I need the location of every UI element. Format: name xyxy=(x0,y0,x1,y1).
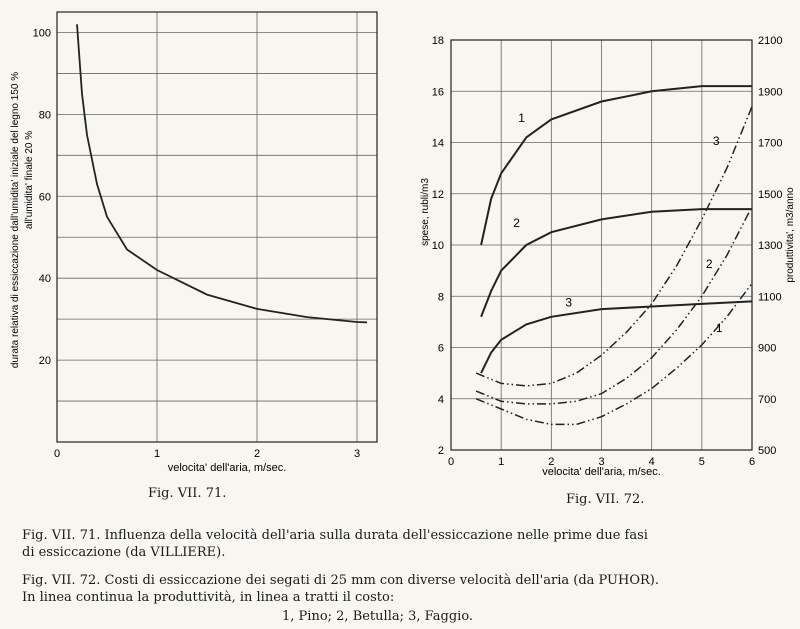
y-right-tick-label: 900 xyxy=(758,342,777,355)
fig72-caption-line1: Fig. VII. 72. Costi di essiccazione dei segati di 25 mm con diverse velocità dell'aria (da PUHOR). xyxy=(22,573,659,588)
y-left-tick-label: 2 xyxy=(437,445,444,457)
y-left-axis-label: spese, rubli/m3 xyxy=(420,178,431,246)
fig71-caption-line2: di essiccazione (da VILLIERE). xyxy=(22,545,226,560)
y-left-tick-label: 14 xyxy=(431,137,444,150)
y-right-tick-label: 1900 xyxy=(758,86,783,99)
y-left-tick-label: 12 xyxy=(431,188,444,201)
curve-number-label: 3 xyxy=(712,134,720,149)
y-right-tick-label: 500 xyxy=(758,445,777,457)
curve-number-label: 2 xyxy=(705,257,713,272)
y-tick-label: 20 xyxy=(38,355,51,368)
data-curve xyxy=(77,24,367,322)
x-tick-label: 2 xyxy=(253,448,261,460)
x-tick-label: 5 xyxy=(698,456,705,468)
curve-number-label: 1 xyxy=(715,321,723,336)
fig72-caption-line3: 1, Pino; 2, Betulla; 3, Faggio. xyxy=(282,609,474,624)
x-axis-label: velocita' dell'aria, m/sec. xyxy=(542,466,661,478)
y-left-tick-label: 16 xyxy=(431,86,444,99)
y-tick-label: 40 xyxy=(38,273,51,286)
y-right-axis-label: produttivita', m3/anno xyxy=(785,187,796,283)
y-left-tick-label: 4 xyxy=(437,393,444,406)
y-tick-label: 60 xyxy=(38,191,51,204)
chart-fig-72 xyxy=(420,35,796,478)
y-tick-label: 100 xyxy=(32,27,51,40)
curve-number-label: 1 xyxy=(518,111,525,125)
x-tick-label: 1 xyxy=(498,456,505,468)
x-axis-label: velocita' dell'aria, m/sec. xyxy=(167,462,287,474)
x-tick-label: 4 xyxy=(648,456,655,468)
y-right-tick-label: 1500 xyxy=(758,188,783,201)
fig72-short-caption: Fig. VII. 72. xyxy=(566,492,645,507)
curve-number-label: 3 xyxy=(565,295,573,310)
fig72-caption-line2: In linea continua la produttività, in linea a tratti il costo: xyxy=(22,590,395,605)
y-left-tick-label: 18 xyxy=(431,35,444,47)
y-left-tick-label: 8 xyxy=(437,291,444,304)
cost-curve xyxy=(476,207,752,404)
x-tick-label: 2 xyxy=(548,456,555,468)
x-tick-label: 1 xyxy=(153,448,161,460)
chart-fig-71 xyxy=(10,12,377,474)
y-right-tick-label: 2100 xyxy=(758,35,783,47)
fig71-caption-line1: Fig. VII. 71. Influenza della velocità dell'aria sulla durata dell'essiccazione nelle prime due fasi xyxy=(22,528,648,543)
productivity-curve xyxy=(481,86,752,245)
y-right-tick-label: 700 xyxy=(758,393,777,406)
x-tick-label: 3 xyxy=(598,456,605,468)
fig71-short-caption: Fig. VII. 71. xyxy=(148,486,227,501)
y-right-tick-label: 1300 xyxy=(758,240,783,252)
y-axis-label-line2: all'umidita' finale 20 % xyxy=(24,130,35,230)
y-right-tick-label: 1100 xyxy=(758,291,782,304)
x-tick-label: 3 xyxy=(353,448,361,460)
y-right-tick-label: 1700 xyxy=(758,137,783,150)
x-tick-label: 0 xyxy=(447,456,455,468)
y-axis-label-line1: durata relativa di essiccazione dall'umidita' iniziale del legno 150 % xyxy=(10,71,21,369)
plot-frame xyxy=(57,12,377,442)
productivity-curve xyxy=(481,301,752,373)
y-tick-label: 80 xyxy=(38,109,51,122)
x-tick-label: 6 xyxy=(748,456,756,468)
y-left-tick-label: 6 xyxy=(437,342,444,355)
y-left-tick-label: 10 xyxy=(431,240,444,252)
curve-number-label: 2 xyxy=(513,216,520,231)
x-tick-label: 0 xyxy=(53,448,61,460)
